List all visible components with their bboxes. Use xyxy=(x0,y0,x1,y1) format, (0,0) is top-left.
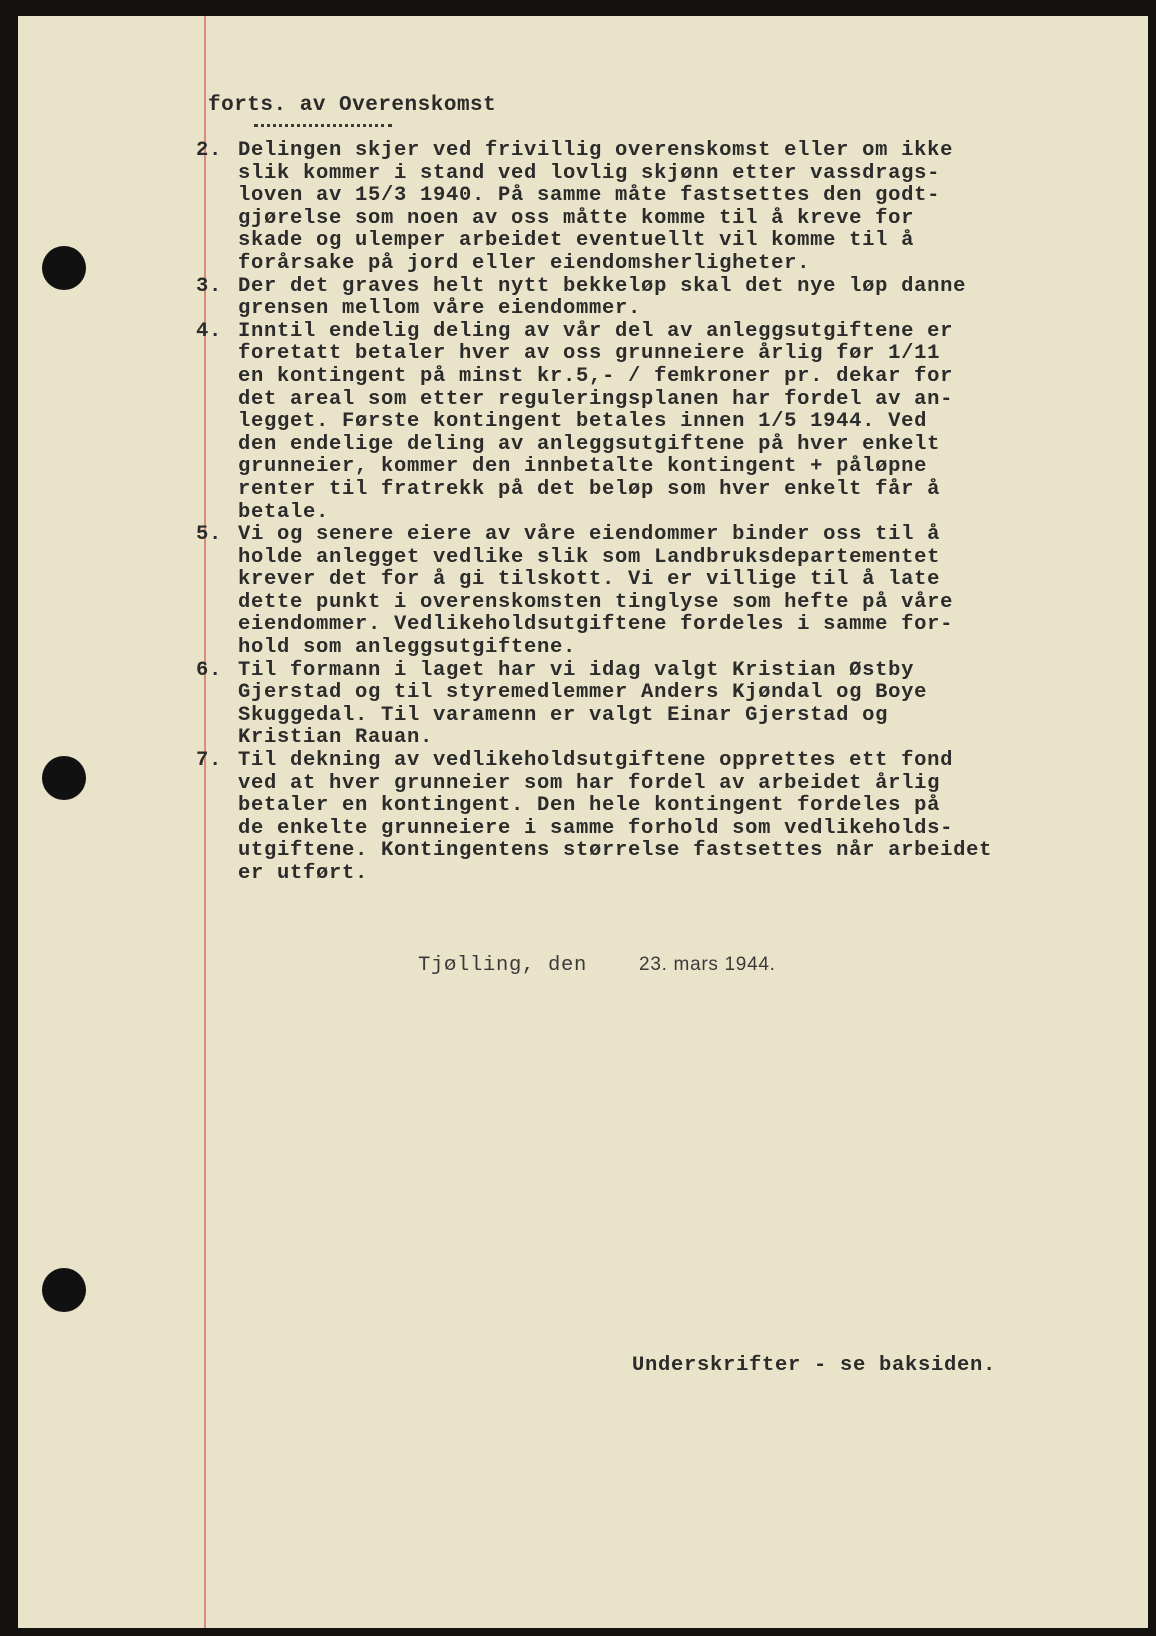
punch-hole-icon xyxy=(42,246,86,290)
item-line: holde anlegget vedlike slik som Landbruksdepartementet xyxy=(238,545,941,569)
item-number: 6. xyxy=(196,658,223,682)
item-line: slik kommer i stand ved lovlig skjønn etter vassdrags- xyxy=(238,161,941,185)
item-line: Kristian Rauan. xyxy=(238,726,434,750)
document-page xyxy=(18,16,1148,1628)
item-line: Vi og senere eiere av våre eiendommer binder oss til å xyxy=(238,523,941,547)
item-line: Til dekning av vedlikeholdsutgiftene opprettes ett fond xyxy=(238,749,954,773)
heading-underline xyxy=(254,124,392,127)
item-line: betale. xyxy=(238,500,330,524)
item-line: den endelige deling av anleggsutgiftene på hver enkelt xyxy=(238,432,941,456)
item-number: 7. xyxy=(196,749,223,773)
item-line: dette punkt i overenskomsten tinglyse som hefte på våre xyxy=(238,590,954,614)
item-line: Inntil endelig deling av vår del av anleggsutgiftene er xyxy=(238,319,954,343)
item-line: Der det graves helt nytt bekkeløp skal det nye løp danne xyxy=(238,274,967,298)
item-line: Delingen skjer ved frivillig overenskomst eller om ikke xyxy=(238,139,954,162)
item-line: utgiftene. Kontingentens størrelse fastsettes når arbeidet xyxy=(238,839,993,863)
item-line: gjørelse som noen av oss måtte komme til å kreve for xyxy=(238,206,915,230)
item-line: renter til fratrekk på det beløp som hver enkelt får å xyxy=(238,477,941,501)
item-number: 4. xyxy=(196,319,223,343)
date: 23. mars 1944. xyxy=(639,954,776,975)
item-line: foretatt betaler hver av oss grunneiere årlig før 1/11 xyxy=(238,342,941,366)
item-line: legget. Første kontingent betales innen 1/5 1944. Ved xyxy=(238,410,928,434)
agreement-item xyxy=(196,750,1096,886)
item-line: ved at hver grunneier som har fordel av arbeidet årlig xyxy=(238,771,941,795)
item-line: det areal som etter reguleringsplanen har fordel av an- xyxy=(238,387,954,411)
item-line: er utført. xyxy=(238,862,369,885)
signature-note: Underskrifter - se baksiden. xyxy=(632,1354,997,1377)
item-line: eiendommer. Vedlikeholdsutgiftene fordeles i samme for- xyxy=(238,613,954,637)
item-line: skade og ulemper arbeidet eventuellt vil komme til å xyxy=(238,229,915,253)
item-number: 5. xyxy=(196,523,223,547)
agreement-item xyxy=(196,276,1096,321)
item-line: grunneier, kommer den innbetalte kontingent + påløpne xyxy=(238,455,928,479)
place-date-prefix: Tjølling, den xyxy=(418,954,588,977)
agreement-item xyxy=(196,660,1096,750)
item-line: de enkelte grunneiere i samme forhold som vedlikeholds- xyxy=(238,816,954,840)
page-heading: forts. av Overenskomst xyxy=(208,94,497,117)
place-date xyxy=(418,954,776,977)
agreement-item xyxy=(196,140,1096,276)
punch-hole-icon xyxy=(42,756,86,800)
item-line: en kontingent på minst kr.5,- / femkroner pr. dekar for xyxy=(238,364,954,388)
agreement-items xyxy=(196,140,1096,886)
item-line: krever det for å gi tilskott. Vi er villige til å late xyxy=(238,568,941,592)
item-line: Gjerstad og til styremedlemmer Anders Kjøndal og Boye xyxy=(238,681,928,705)
item-line: forårsake på jord eller eiendomsherligheter. xyxy=(238,251,811,275)
item-line: Skuggedal. Til varamenn er valgt Einar Gjerstad og xyxy=(238,703,889,727)
item-line: betaler en kontingent. Den hele kontingent fordeles på xyxy=(238,794,941,818)
item-line: grensen mellom våre eiendommer. xyxy=(238,297,642,321)
item-number: 2. xyxy=(196,139,223,162)
agreement-item xyxy=(196,524,1096,660)
agreement-item xyxy=(196,321,1096,524)
punch-hole-icon xyxy=(42,1268,86,1312)
item-line: loven av 15/3 1940. På samme måte fastsettes den godt- xyxy=(238,184,941,208)
item-line: Til formann i laget har vi idag valgt Kristian Østby xyxy=(238,658,915,682)
item-line: hold som anleggsutgiftene. xyxy=(238,636,577,660)
item-number: 3. xyxy=(196,274,223,298)
